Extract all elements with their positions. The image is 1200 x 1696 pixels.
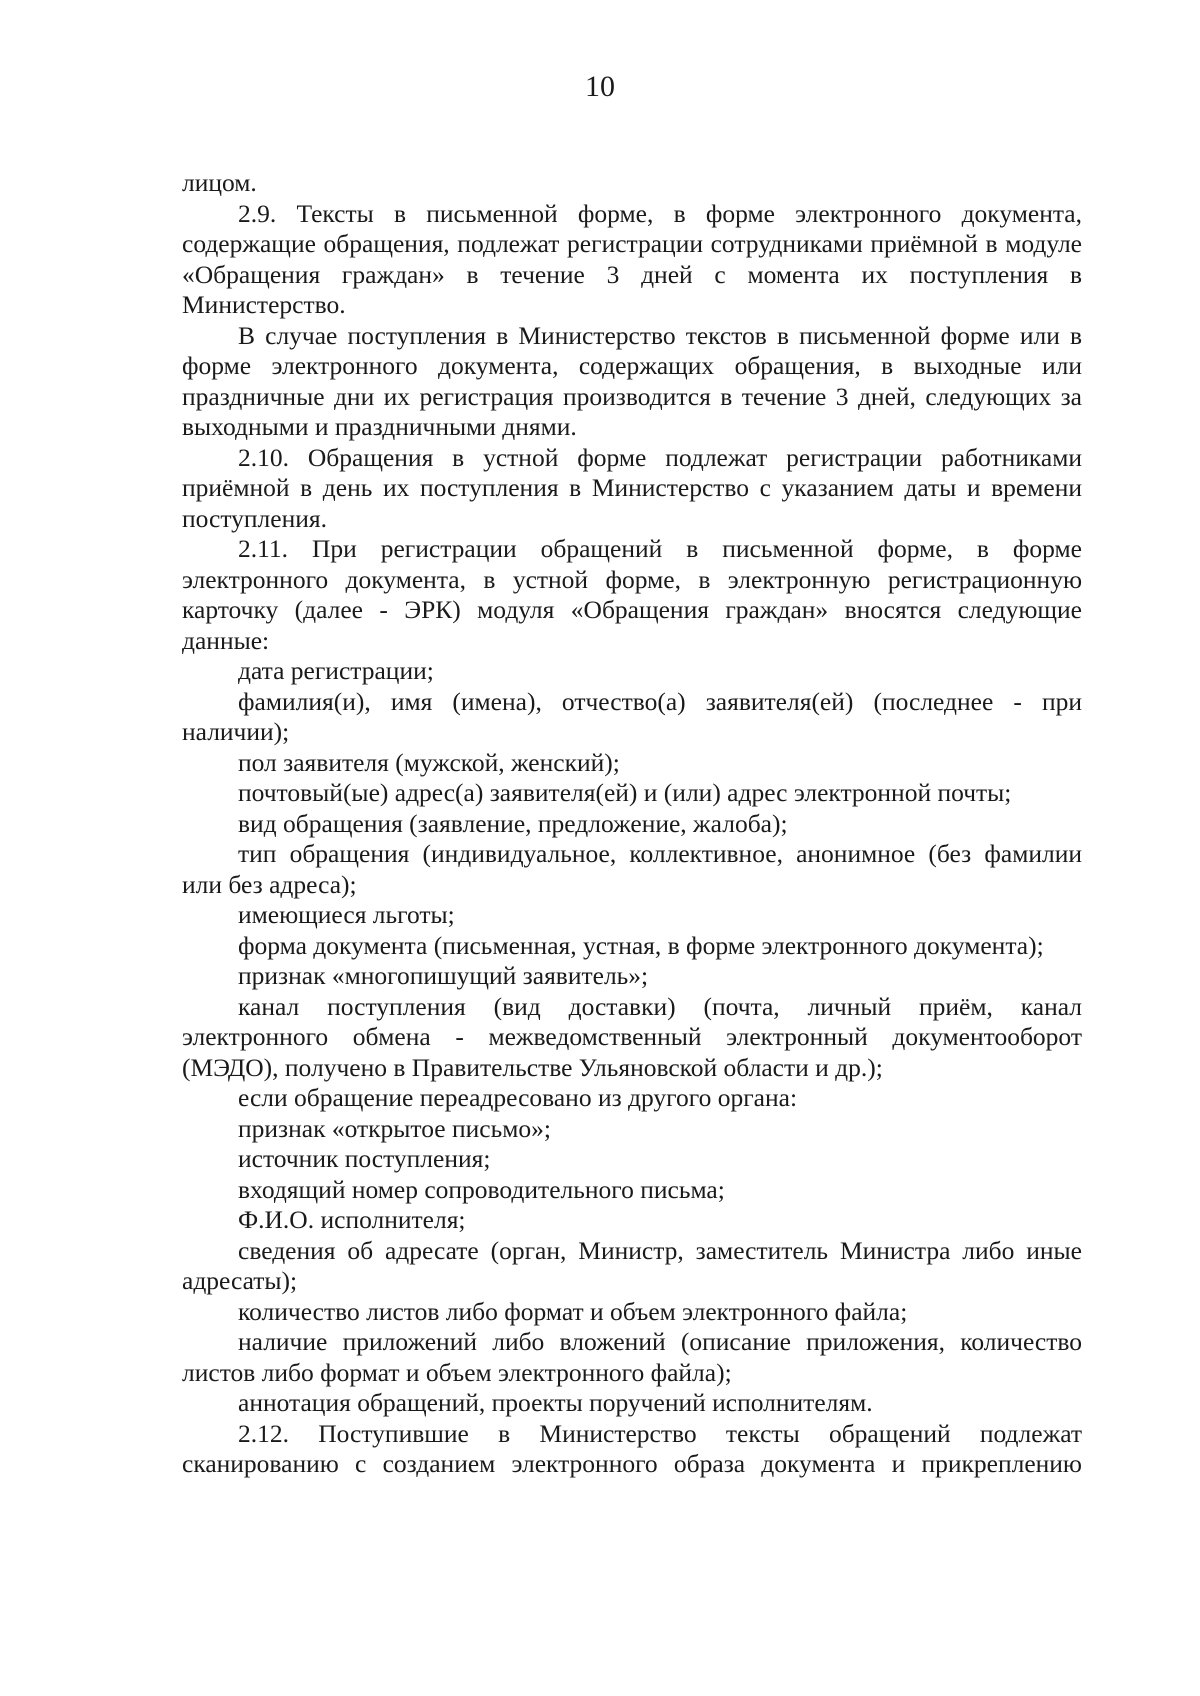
paragraph: тип обращения (индивидуальное, коллективное, анонимное (без фамилии или без адреса); <box>182 839 1082 899</box>
paragraph: канал поступления (вид доставки) (почта, личный приём, канал электронного обмена - межведомственный электронный документооборот (МЭДО), получено в Правительстве Ульяновской области и др.); <box>182 991 1082 1082</box>
paragraph: пол заявителя (мужской, женский); <box>238 747 620 777</box>
paragraph: 2.9. Тексты в письменной форме, в форме электронного документа, содержащие обращения, подлежат регистрации сотрудниками приёмной в модуле «Обращения граждан» в течение 3 дней с момента их поступления в Министерство. <box>182 198 1082 319</box>
document-body <box>182 168 1082 1480</box>
paragraph: дата регистрации; <box>238 656 434 685</box>
paragraph: признак «открытое письмо»; <box>238 1113 551 1143</box>
paragraph: Ф.И.О. исполнителя; <box>238 1205 466 1234</box>
page-number: 10 <box>585 70 615 103</box>
paragraph: лицом. <box>182 168 257 197</box>
paragraph: признак «многопишущий заявитель»; <box>238 961 649 990</box>
paragraph: наличие приложений либо вложений (описание приложения, количество листов либо формат и объем электронного файла); <box>182 1327 1082 1387</box>
paragraph: входящий номер сопроводительного письма; <box>238 1174 725 1204</box>
paragraph: имеющиеся льготы; <box>238 900 455 929</box>
paragraph: 2.10. Обращения в устной форме подлежат регистрации работниками приёмной в день их поступления в Министерство с указанием даты и времени поступления. <box>182 442 1082 533</box>
paragraph: аннотация обращений, проекты поручений исполнителям. <box>238 1388 873 1417</box>
paragraph: 2.11. При регистрации обращений в письменной форме, в форме электронного документа, в устной форме, в электронную регистрационную карточку (далее - ЭРК) модуля «Обращения граждан» вносятся следующие данные: <box>182 534 1082 655</box>
paragraph: форма документа (письменная, устная, в форме электронного документа); <box>238 930 1044 960</box>
paragraph: источник поступления; <box>238 1144 491 1173</box>
paragraph: количество листов либо формат и объем электронного файла; <box>238 1296 908 1326</box>
paragraph: сведения об адресате (орган, Министр, заместитель Министра либо иные адресаты); <box>182 1235 1082 1295</box>
paragraph: В случае поступления в Министерство текстов в письменной форме или в форме электронного документа, содержащих обращения, в выходные или праздничные дни их регистрация производится в течение 3 дней, следующих за выходными и праздничными днями. <box>182 320 1082 441</box>
paragraph: 2.12. Поступившие в Министерство тексты обращений подлежат сканированию с созданием электронного образа документа и прикреплению <box>182 1418 1082 1478</box>
paragraph: вид обращения (заявление, предложение, жалоба); <box>238 808 788 838</box>
paragraph: почтовый(ые) адрес(а) заявителя(ей) и (или) адрес электронной почты; <box>238 778 1012 807</box>
paragraph: фамилия(и), имя (имена), отчество(а) заявителя(ей) (последнее - при наличии); <box>182 686 1082 746</box>
paragraph: если обращение переадресовано из другого органа: <box>238 1083 798 1112</box>
